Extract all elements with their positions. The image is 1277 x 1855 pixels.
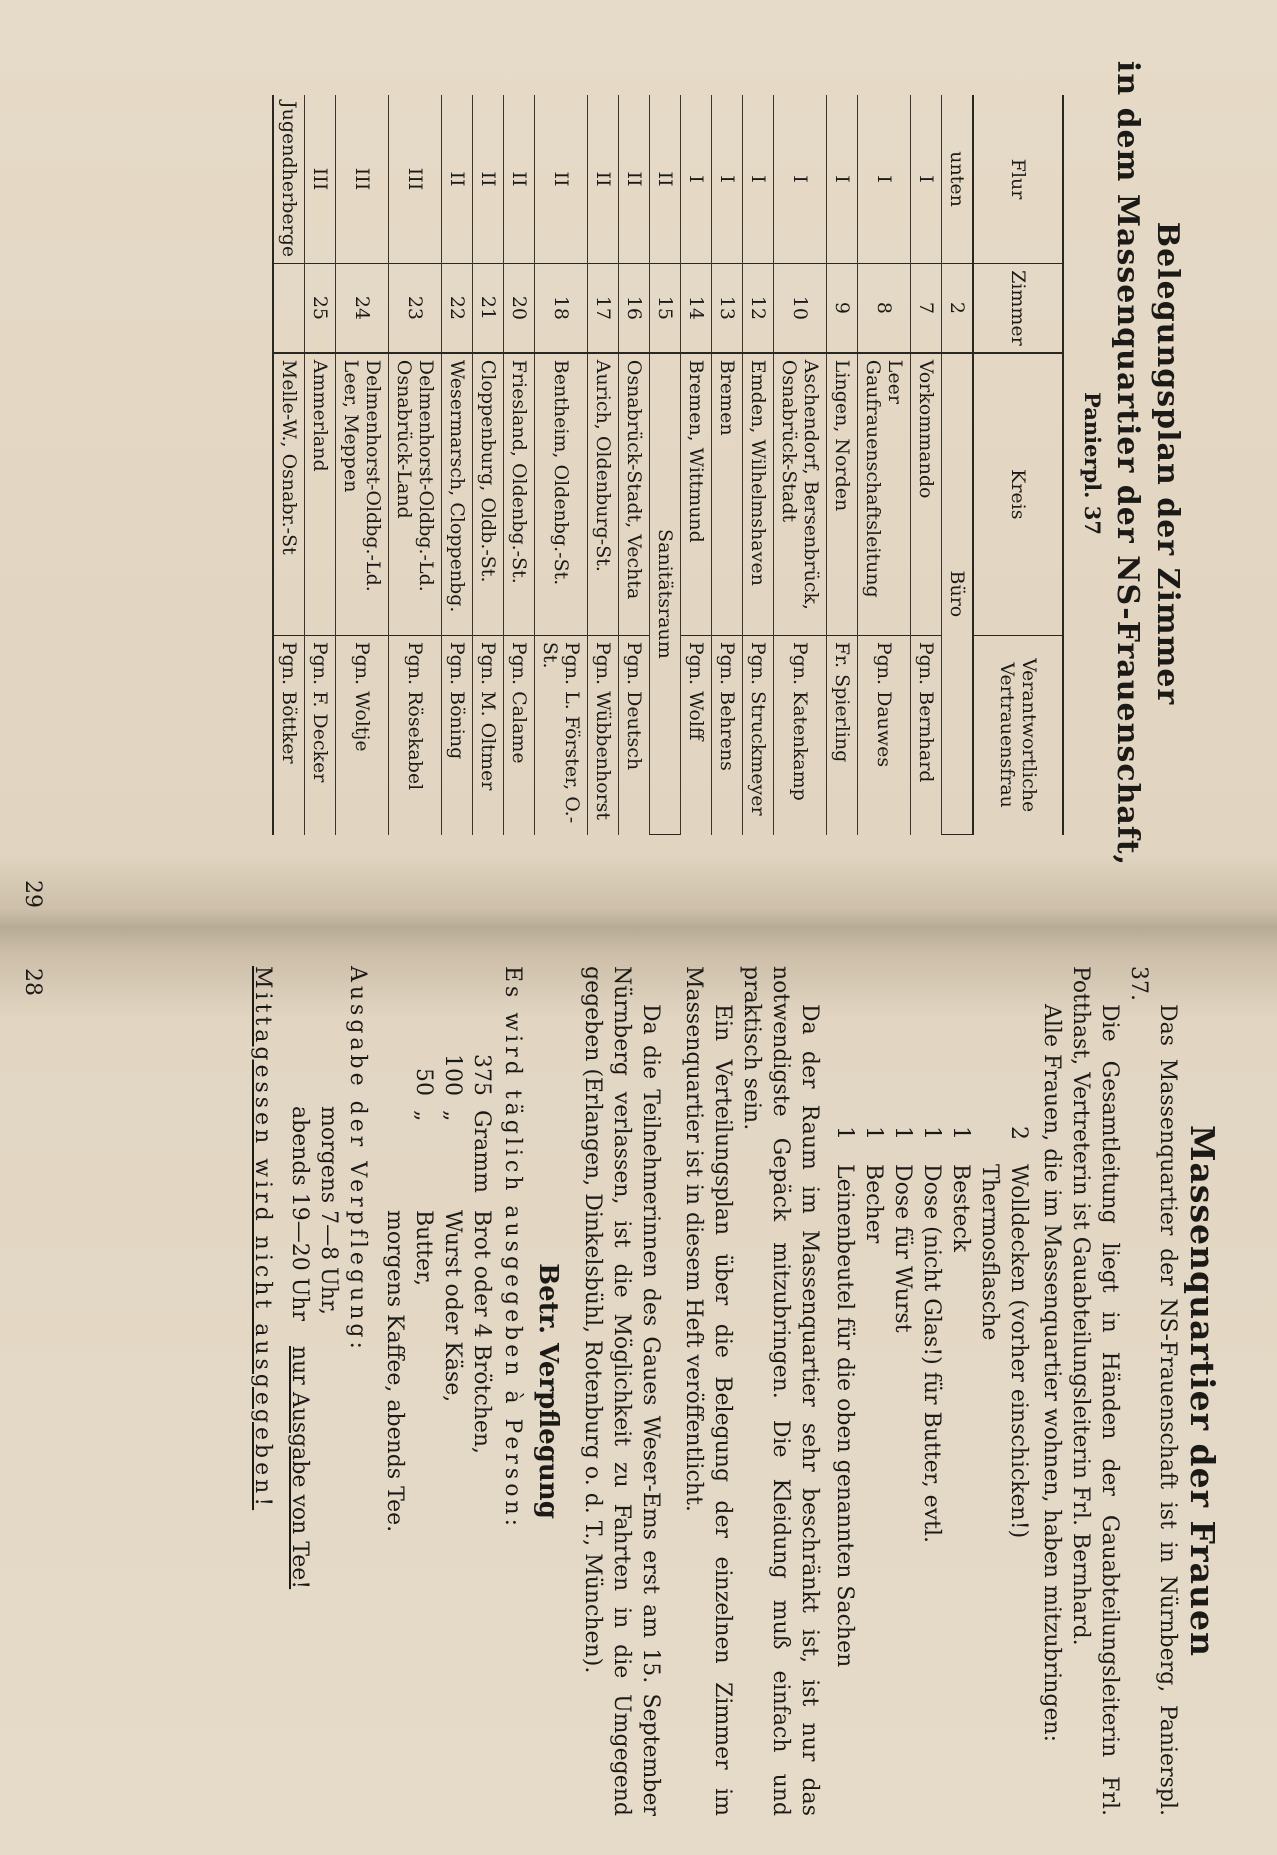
time-evening bbox=[285, 1106, 314, 1816]
page-28 bbox=[0, 928, 1277, 1855]
cell-flur: Jugendherberge bbox=[273, 95, 305, 264]
cell-zimmer: 17 bbox=[588, 264, 619, 353]
list-item bbox=[830, 1126, 859, 1816]
para-bring: Alle Frauen, die im Massenquartier wohnen, haben mitzubringen: bbox=[1039, 1004, 1064, 1743]
food-item bbox=[409, 1006, 438, 1816]
cell-span: Sanitätsraum bbox=[650, 353, 681, 835]
cell-kreis: Leer Gaufrauenschaftsleitung bbox=[858, 353, 911, 636]
cell-flur: I bbox=[774, 95, 827, 264]
cell-flur: II bbox=[442, 95, 473, 264]
food-list bbox=[380, 1006, 496, 1816]
table-row bbox=[942, 95, 974, 835]
cell-kreis: Bremen bbox=[712, 353, 743, 636]
cell-vertrauensfrau: Pgn. F. Decker bbox=[305, 635, 336, 834]
cell-kreis: Delmenhorst-Oldbg.-Ld. Leer, Meppen bbox=[336, 353, 389, 636]
table-row bbox=[827, 95, 858, 835]
para-location: Das Massenquartier der NS-Frauenschaft ist in Nürnberg, Panierspl. 37. bbox=[1126, 966, 1180, 1816]
final-note: Mittagessen wird nicht ausgegeben! bbox=[250, 966, 275, 1511]
cell-zimmer: 15 bbox=[650, 264, 681, 353]
cell-flur: II bbox=[588, 95, 619, 264]
cell-flur: II bbox=[619, 95, 650, 264]
cell-zimmer: 18 bbox=[535, 264, 588, 353]
plan-title-line1: Belegungsplan der Zimmer bbox=[1150, 221, 1185, 706]
cell-kreis: Ammerland bbox=[305, 353, 336, 636]
cell-flur: III bbox=[336, 95, 389, 264]
cell-kreis: Bremen, Wittmund bbox=[681, 353, 712, 636]
item-text: Thermosflasche bbox=[977, 1164, 1002, 1341]
item-text: Leinenbeutel für die oben genannten Sachen bbox=[832, 1164, 857, 1668]
cell-kreis: Aschendorf, Bersenbrück, Osnabrück-Stadt bbox=[774, 353, 827, 636]
cell-vertrauensfrau: Fr. Spierling bbox=[827, 635, 858, 834]
page-29-rotated bbox=[0, 0, 1277, 927]
table-row bbox=[389, 95, 442, 835]
cell-zimmer bbox=[273, 264, 305, 353]
catering-heading: Betr. Verpflegung bbox=[533, 1263, 563, 1519]
cell-flur: II bbox=[535, 95, 588, 264]
cell-zimmer: 9 bbox=[827, 264, 858, 353]
cell-vertrauensfrau: Pgn. L. Förster, O.-St. bbox=[535, 635, 588, 834]
room-table-body bbox=[273, 95, 973, 835]
cell-zimmer: 8 bbox=[858, 264, 911, 353]
cell-flur: III bbox=[389, 95, 442, 264]
cell-vertrauensfrau: Pgn. Bernhard bbox=[911, 635, 942, 834]
cell-vertrauensfrau: Pgn. Struckmeyer bbox=[743, 635, 774, 834]
table-row bbox=[336, 95, 389, 835]
cell-vertrauensfrau: Pgn. Wolff bbox=[681, 635, 712, 834]
cell-zimmer: 14 bbox=[681, 264, 712, 353]
cell-vertrauensfrau: Pgn. Dauwes bbox=[858, 635, 911, 834]
food-t: Butter, bbox=[411, 1210, 436, 1287]
issue-title: Ausgabe der Verpflegung: bbox=[345, 966, 370, 1353]
room-table bbox=[272, 95, 1064, 835]
cell-zimmer: 7 bbox=[911, 264, 942, 353]
table-row bbox=[588, 95, 619, 835]
plan-title-line2: in dem Massenquartier der NS-Frauenschaft, bbox=[1110, 60, 1145, 867]
cell-vertrauensfrau: Pgn. Katenkamp bbox=[774, 635, 827, 834]
cell-kreis: Vorkommando bbox=[911, 353, 942, 636]
table-header-row bbox=[973, 95, 1063, 835]
food-q: 375 bbox=[469, 1054, 494, 1096]
cell-flur: II bbox=[504, 95, 535, 264]
cell-kreis: Melle-W., Osnabr.-St bbox=[273, 353, 305, 636]
cell-vertrauensfrau: Pgn. Behrens bbox=[712, 635, 743, 834]
cell-flur: I bbox=[743, 95, 774, 264]
cell-zimmer: 22 bbox=[442, 264, 473, 353]
food-t: morgens Kaffee, abends Tee. bbox=[382, 1210, 407, 1533]
cell-vertrauensfrau: Pgn. M. Oltmer bbox=[473, 635, 504, 834]
cell-vertrauensfrau: Pgn. Wübbenhorst bbox=[588, 635, 619, 834]
table-row bbox=[774, 95, 827, 835]
room-plan bbox=[0, 0, 1277, 927]
food-q: 100 bbox=[440, 1054, 465, 1096]
cell-zimmer: 24 bbox=[336, 264, 389, 353]
list-item bbox=[859, 1126, 888, 1816]
table-row bbox=[535, 95, 588, 835]
list-item bbox=[888, 1126, 917, 1816]
header-kreis: Kreis bbox=[973, 353, 1063, 636]
cell-zimmer: 12 bbox=[743, 264, 774, 353]
para-trips: Da die Teilnehmerinnen des Gaues Weser-Ems erst am 15. September Nürnberg verlassen, ist die Möglichkeit zu Fahrten in die Umgegend gegeben (Erlangen, Dinkelsbühl, Rotenburg o. d. T., München). bbox=[580, 966, 663, 1816]
food-q: 50 bbox=[411, 1068, 436, 1096]
food-item bbox=[438, 1006, 467, 1816]
table-row bbox=[619, 95, 650, 835]
cell-kreis: Aurich, Oldenburg-St. bbox=[588, 353, 619, 636]
table-row bbox=[442, 95, 473, 835]
food-item bbox=[467, 1006, 496, 1816]
item-list bbox=[830, 1126, 1033, 1816]
cell-vertrauensfrau: Pgn. Calame bbox=[504, 635, 535, 834]
cell-span: Büro bbox=[942, 353, 974, 835]
food-q bbox=[380, 1006, 409, 1096]
item-text: Wolldecken (vorher einschicken!) bbox=[1006, 1164, 1031, 1539]
cell-flur: unten bbox=[942, 95, 974, 264]
item-count bbox=[975, 1126, 1004, 1164]
para-plan: Ein Verteilungsplan über die Belegung der einzelnen Zimmer im Massenquartier ist in diesem Heft veröffentlicht. bbox=[681, 966, 735, 1816]
cell-zimmer: 10 bbox=[774, 264, 827, 353]
cell-kreis: Lingen, Norden bbox=[827, 353, 858, 636]
table-row bbox=[650, 95, 681, 835]
item-count: 2 bbox=[1006, 1126, 1031, 1140]
food-u: Gramm bbox=[469, 1110, 494, 1193]
women-quarters-text bbox=[35, 966, 1235, 1816]
list-item bbox=[975, 1126, 1004, 1816]
table-row bbox=[743, 95, 774, 835]
table-row bbox=[305, 95, 336, 835]
food-intro: Es wird täglich ausgegeben à Person: bbox=[500, 966, 525, 1531]
item-text: Becher bbox=[861, 1164, 886, 1244]
cell-vertrauensfrau: Pgn. Böning bbox=[442, 635, 473, 834]
table-row bbox=[681, 95, 712, 835]
cell-vertrauensfrau: Pgn. Deutsch bbox=[619, 635, 650, 834]
para-space: Da der Raum im Massenquartier sehr beschränkt ist, ist nur das notwendigste Gepäck mitzubringen. Die Kleidung muß einfach und praktisch sein. bbox=[739, 966, 822, 1816]
cell-zimmer: 13 bbox=[712, 264, 743, 353]
item-count: 1 bbox=[948, 1126, 973, 1140]
item-text: Besteck bbox=[948, 1164, 973, 1252]
item-count: 1 bbox=[890, 1126, 915, 1140]
cell-zimmer: 2 bbox=[942, 264, 974, 353]
table-row bbox=[473, 95, 504, 835]
cell-zimmer: 25 bbox=[305, 264, 336, 353]
item-count: 1 bbox=[919, 1126, 944, 1140]
cell-vertrauensfrau: Pgn. Woltje bbox=[336, 635, 389, 834]
time-evening-note: nur Ausgabe von Tee! bbox=[287, 1345, 312, 1590]
cell-flur: III bbox=[305, 95, 336, 264]
table-row bbox=[858, 95, 911, 835]
time-evening-hours: abends 19—20 Uhr bbox=[287, 1106, 312, 1321]
item-text: Dose für Wurst bbox=[890, 1164, 915, 1333]
para-leadership: Die Gesamtleitung liegt in Händen der Gauabteilungsleiterin Frl. Potthast, Vertreterin ist Gauabteilungsleiterin Frl. Bernhard. bbox=[1068, 966, 1122, 1816]
page-29 bbox=[0, 0, 1277, 927]
cell-kreis: Bentheim, Oldenbg.-St. bbox=[535, 353, 588, 636]
page-title: Massenquartier der Frauen bbox=[1183, 1124, 1222, 1658]
list-item bbox=[1004, 1126, 1033, 1816]
cell-flur: II bbox=[650, 95, 681, 264]
plan-title-line3: Panierpl. 37 bbox=[1080, 391, 1105, 535]
cell-kreis: Emden, Wilhelmshaven bbox=[743, 353, 774, 636]
cell-zimmer: 20 bbox=[504, 264, 535, 353]
time-morning: morgens 7—8 Uhr, bbox=[316, 1106, 341, 1315]
food-u bbox=[380, 1110, 409, 1210]
cell-kreis: Osnabrück-Stadt, Vechta bbox=[619, 353, 650, 636]
page-number-28: 28 bbox=[20, 968, 45, 996]
item-count: 1 bbox=[832, 1126, 857, 1140]
cell-flur: I bbox=[858, 95, 911, 264]
cell-flur: II bbox=[473, 95, 504, 264]
item-count: 1 bbox=[861, 1126, 886, 1140]
cell-kreis: Friesland, Oldenbg.-St. bbox=[504, 353, 535, 636]
table-row bbox=[911, 95, 942, 835]
cell-zimmer: 21 bbox=[473, 264, 504, 353]
header-zimmer: Zimmer bbox=[973, 264, 1063, 353]
cell-flur: I bbox=[681, 95, 712, 264]
page-28-rotated bbox=[0, 928, 1277, 1855]
cell-vertrauensfrau: Pgn. Böttker bbox=[273, 635, 305, 834]
item-text: Dose (nicht Glas!) für Butter, evtl. bbox=[919, 1164, 944, 1543]
cell-kreis: Cloppenburg, Oldb.-St. bbox=[473, 353, 504, 636]
food-item bbox=[380, 1006, 409, 1816]
cell-flur: I bbox=[827, 95, 858, 264]
food-t: Brot oder 4 Brötchen, bbox=[469, 1210, 494, 1455]
page-number-29: 29 bbox=[20, 880, 45, 908]
table-row bbox=[504, 95, 535, 835]
cell-zimmer: 23 bbox=[389, 264, 442, 353]
list-item bbox=[946, 1126, 975, 1816]
table-row bbox=[712, 95, 743, 835]
cell-kreis: Wesermarsch, Cloppenbg. bbox=[442, 353, 473, 636]
table-row bbox=[273, 95, 305, 835]
cell-flur: I bbox=[911, 95, 942, 264]
cell-kreis: Delmenhorst-Oldbg.-Ld. Osnabrück-Land bbox=[389, 353, 442, 636]
list-item bbox=[917, 1126, 946, 1816]
cell-zimmer: 16 bbox=[619, 264, 650, 353]
header-vertrauensfrau: Verantwortliche Vertrauensfrau bbox=[973, 635, 1063, 834]
food-u: „ bbox=[411, 1110, 436, 1122]
cell-vertrauensfrau: Pgn. Rösekabel bbox=[389, 635, 442, 834]
food-t: Wurst oder Käse, bbox=[440, 1210, 465, 1403]
food-u: „ bbox=[440, 1110, 465, 1122]
header-flur: Flur bbox=[973, 95, 1063, 264]
cell-flur: I bbox=[712, 95, 743, 264]
